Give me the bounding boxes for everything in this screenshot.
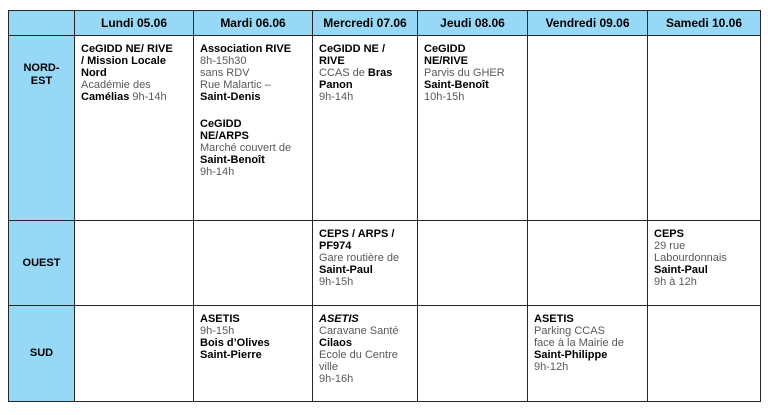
- detail-text: 9h-12h: [534, 361, 569, 373]
- detail-text: Parvis du GHER: [424, 67, 505, 79]
- detail-text: Caravane Santé: [319, 325, 399, 337]
- row-header-sud: [9, 306, 75, 402]
- schedule-line: [424, 55, 523, 67]
- schedule-line: [81, 55, 189, 67]
- emphasis-text: Saint-Benoît: [200, 154, 265, 166]
- emphasis-text: / Mission Locale: [81, 55, 166, 67]
- schedule-line: [654, 228, 756, 240]
- emphasis-text: PF974: [319, 240, 352, 252]
- row-header-nord-est: [9, 36, 75, 221]
- schedule-row-sud: [9, 306, 761, 402]
- schedule-line: [534, 313, 643, 325]
- detail-text: Rue Malartic –: [200, 79, 271, 91]
- emphasis-text: Camélias: [81, 91, 130, 103]
- column-header-samedi-10-06: Samedi 10.06: [648, 11, 761, 36]
- schedule-line: [200, 142, 308, 154]
- cell-nord-est-lundi: [75, 36, 194, 221]
- schedule-body: [9, 36, 761, 402]
- schedule-line: [654, 252, 756, 264]
- schedule-line: [424, 91, 523, 103]
- cell-sud-samedi: [648, 306, 761, 402]
- cell-sud-vendredi: [528, 306, 648, 402]
- emphasis-text: Panon: [319, 79, 353, 91]
- blank-line: [200, 103, 308, 118]
- emphasis-text: ASETIS: [534, 313, 574, 325]
- emphasis-text: Saint-Philippe: [534, 349, 608, 361]
- cell-ouest-lundi: [75, 221, 194, 306]
- emphasis-text: Bois d’Olives: [200, 337, 270, 349]
- schedule-line: [319, 349, 413, 361]
- schedule-line: [424, 79, 523, 91]
- schedule-line: [319, 79, 413, 91]
- schedule-line: [319, 55, 413, 67]
- emphasis-text: ASETIS: [319, 313, 359, 325]
- emphasis-text: Cilaos: [319, 337, 353, 349]
- detail-text: Académie des: [81, 79, 151, 91]
- column-header-lundi-05-06: Lundi 05.06: [75, 11, 194, 36]
- cell-nord-est-mardi: [194, 36, 313, 221]
- schedule-line: [200, 79, 308, 91]
- schedule-line: [319, 264, 413, 276]
- emphasis-text: Saint-Benoît: [424, 79, 489, 91]
- cell-nord-est-samedi: [648, 36, 761, 221]
- schedule-line: [319, 373, 413, 385]
- detail-text: Ecole du Centre: [319, 349, 398, 361]
- cell-ouest-mardi: [194, 221, 313, 306]
- emphasis-text: CeGIDD: [200, 118, 242, 130]
- column-header-mercredi-07-06: Mercredi 07.06: [313, 11, 418, 36]
- detail-text: ville: [319, 361, 338, 373]
- detail-text: 9h-14h: [200, 166, 235, 178]
- schedule-line: [424, 67, 523, 79]
- detail-text: Parking CCAS: [534, 325, 605, 337]
- cell-sud-mardi: [194, 306, 313, 402]
- schedule-line: [200, 43, 308, 55]
- cell-ouest-jeudi: [418, 221, 528, 306]
- schedule-line: [200, 130, 308, 142]
- cell-nord-est-jeudi: [418, 36, 528, 221]
- schedule-line: [200, 325, 308, 337]
- schedule-line: [534, 325, 643, 337]
- schedule-line: [200, 337, 308, 349]
- detail-text: face à la Mairie de: [534, 337, 624, 349]
- schedule-line: [319, 240, 413, 252]
- cell-nord-est-vendredi: [528, 36, 648, 221]
- emphasis-text: CEPS: [654, 228, 684, 240]
- detail-text: sans RDV: [200, 67, 250, 79]
- schedule-line: [200, 349, 308, 361]
- emphasis-text: CeGIDD NE /: [319, 43, 386, 55]
- schedule-line: [200, 313, 308, 325]
- region-label-line: OUEST: [22, 256, 61, 269]
- detail-text: 10h-15h: [424, 91, 465, 103]
- header-row: [9, 11, 761, 36]
- cell-sud-mercredi: [313, 306, 418, 402]
- detail-text: 9h-15h: [200, 325, 235, 337]
- emphasis-text: Association RIVE: [200, 43, 292, 55]
- schedule-line: [319, 361, 413, 373]
- detail-text: 9h-14h: [319, 91, 354, 103]
- emphasis-text: Saint-Denis: [200, 91, 261, 103]
- emphasis-text: NE/RIVE: [424, 55, 469, 67]
- schedule-line: [200, 154, 308, 166]
- emphasis-text: CeGIDD NE/ RIVE: [81, 43, 173, 55]
- schedule-line: [654, 264, 756, 276]
- cell-ouest-samedi: [648, 221, 761, 306]
- detail-text: Marché couvert de: [200, 142, 292, 154]
- detail-text: 29 rue: [654, 240, 686, 252]
- corner-cell: [9, 11, 75, 36]
- detail-text: Gare routière de: [319, 252, 400, 264]
- detail-text: CCAS de: [319, 67, 368, 79]
- detail-text: 9h-15h: [319, 276, 354, 288]
- region-label-line: EST: [30, 75, 53, 87]
- emphasis-text: RIVE: [319, 55, 345, 67]
- cell-ouest-mercredi: [313, 221, 418, 306]
- schedule-line: [319, 276, 413, 288]
- column-header-vendredi-09-06: Vendredi 09.06: [528, 11, 648, 36]
- schedule-line: [319, 91, 413, 103]
- column-header-jeudi-08-06: Jeudi 08.06: [418, 11, 528, 36]
- schedule-line: [534, 361, 643, 373]
- schedule-row-nord-est: [9, 36, 761, 221]
- schedule-line: [319, 67, 413, 79]
- emphasis-text: Bras: [367, 67, 393, 79]
- schedule-line: [81, 91, 189, 103]
- schedule-line: [534, 349, 643, 361]
- schedule-line: [424, 43, 523, 55]
- schedule-line: [654, 276, 756, 288]
- region-label-line: NORD-: [23, 62, 60, 74]
- detail-text: 9h-16h: [319, 373, 354, 385]
- schedule-line: [200, 166, 308, 178]
- emphasis-text: CeGIDD: [424, 43, 466, 55]
- schedule-line: [200, 118, 308, 130]
- emphasis-text: NE/ARPS: [200, 130, 249, 142]
- schedule-line: [319, 313, 413, 325]
- schedule-line: [654, 240, 756, 252]
- column-header-mardi-06-06: Mardi 06.06: [194, 11, 313, 36]
- cell-ouest-vendredi: [528, 221, 648, 306]
- cell-sud-jeudi: [418, 306, 528, 402]
- schedule-line: [81, 67, 189, 79]
- schedule-table: [8, 10, 761, 402]
- detail-text: 9h à 12h: [654, 276, 697, 288]
- schedule-line: [81, 43, 189, 55]
- schedule-line: [200, 91, 308, 103]
- cell-sud-lundi: [75, 306, 194, 402]
- detail-text: Labourdonnais: [654, 252, 727, 264]
- schedule-line: [319, 337, 413, 349]
- emphasis-text: CEPS / ARPS /: [319, 228, 395, 240]
- cell-nord-est-mercredi: [313, 36, 418, 221]
- schedule-line: [319, 43, 413, 55]
- region-label-line: SUD: [29, 347, 54, 359]
- schedule-line: [319, 252, 413, 264]
- schedule-line: [200, 67, 308, 79]
- emphasis-text: ASETIS: [200, 313, 240, 325]
- emphasis-text: Saint-Paul: [654, 264, 708, 276]
- detail-text: 8h-15h30: [200, 55, 247, 67]
- schedule-line: [319, 325, 413, 337]
- emphasis-text: Nord: [81, 67, 107, 79]
- schedule-line: [534, 337, 643, 349]
- schedule-line: [81, 79, 189, 91]
- row-header-ouest: [9, 221, 75, 306]
- detail-text: 9h-14h: [129, 91, 167, 103]
- schedule-row-ouest: [9, 221, 761, 306]
- schedule-line: [319, 228, 413, 240]
- emphasis-text: Saint-Paul: [319, 264, 373, 276]
- emphasis-text: Saint-Pierre: [200, 349, 262, 361]
- schedule-line: [200, 55, 308, 67]
